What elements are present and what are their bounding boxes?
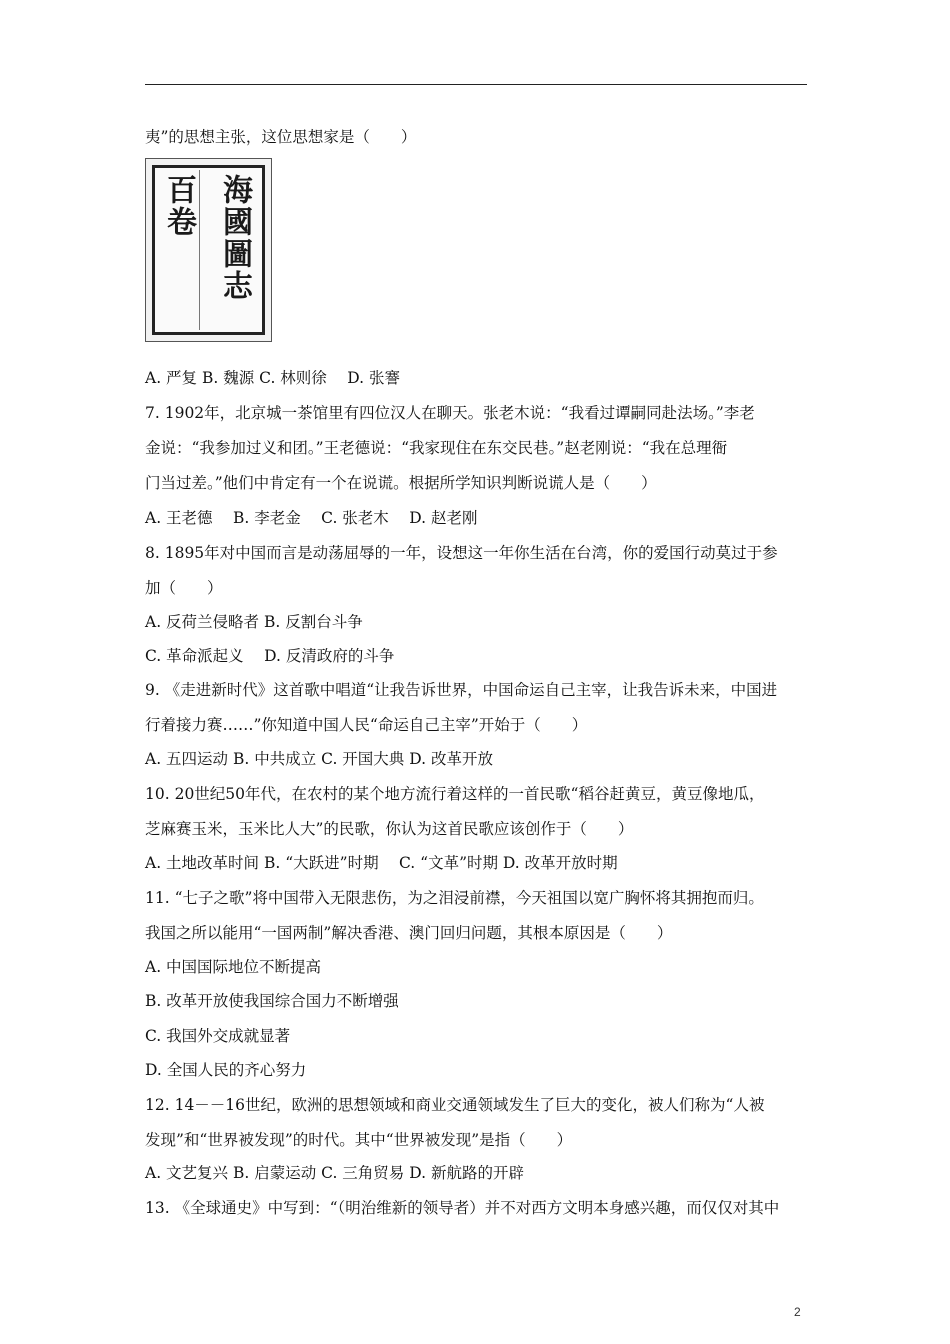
option-line: B. 改革开放使我国综合国力不断增强 xyxy=(145,992,399,1010)
question-line: 11. “七子之歌”将中国带入无限悲伤，为之泪浸前襟，今天祖国以宽广胸怀将其拥抱而归。 xyxy=(145,889,764,907)
question-line: 发现”和“世界被发现”的时代。其中“世界被发现”是指（ ） xyxy=(145,1131,573,1149)
book-title-seal-image xyxy=(145,158,272,342)
question-line: 8. 1895年对中国而言是动荡屈辱的一年，设想这一年你生活在台湾，你的爱国行动莫过于参 xyxy=(145,544,778,562)
option-line: A. 文艺复兴 B. 启蒙运动 C. 三角贸易 D. 新航路的开辟 xyxy=(145,1164,524,1182)
question-line: 13. 《全球通史》中写到：“（明治维新的领导者）并不对西方文明本身感兴趣，而仅仅对其中 xyxy=(145,1199,780,1217)
seal-volume-column: 百卷 xyxy=(161,174,196,238)
question-line: 9. 《走进新时代》这首歌中唱道“让我告诉世界，中国命运自己主宰，让我告诉未来，中国进 xyxy=(145,681,778,699)
option-line: A. 王老德 B. 李老金 C. 张老木 D. 赵老刚 xyxy=(145,509,478,527)
question-line: 12. 14－－16世纪，欧洲的思想领域和商业交通领域发生了巨大的变化，被人们称为“人被 xyxy=(145,1096,765,1114)
option-line: A. 严复 B. 魏源 C. 林则徐 D. 张謇 xyxy=(145,369,400,387)
header-rule xyxy=(145,84,807,85)
option-line: A. 反荷兰侵略者 B. 反割台斗争 xyxy=(145,613,363,631)
question-line: 门当过差。”他们中肯定有一个在说谎。根据所学知识判断说谎人是（ ） xyxy=(145,474,657,492)
option-line: C. 革命派起义 D. 反清政府的斗争 xyxy=(145,647,395,665)
question-line: 芝麻赛玉米，玉米比人大”的民歌，你认为这首民歌应该创作于（ ） xyxy=(145,820,634,838)
seal-frame xyxy=(152,165,265,335)
seal-divider xyxy=(199,170,200,330)
option-line: D. 全国人民的齐心努力 xyxy=(145,1061,307,1079)
option-line: A. 中国国际地位不断提高 xyxy=(145,958,322,976)
text-line: 夷”的思想主张，这位思想家是（ ） xyxy=(145,128,417,146)
question-line: 我国之所以能用“一国两制”解决香港、澳门回归问题，其根本原因是（ ） xyxy=(145,924,673,942)
question-line: 10. 20世纪50年代，在农村的某个地方流行着这样的一首民歌“稻谷赶黄豆，黄豆像地瓜， xyxy=(145,785,765,803)
option-line: A. 土地改革时间 B. “大跃进”时期 C. “文革”时期 D. 改革开放时期 xyxy=(145,854,618,872)
option-line: A. 五四运动 B. 中共成立 C. 开国大典 D. 改革开放 xyxy=(145,750,493,768)
question-line: 行着接力赛……”你知道中国人民“命运自己主宰”开始于（ ） xyxy=(145,716,588,734)
page-number: 2 xyxy=(794,1305,801,1319)
question-line: 加（ ） xyxy=(145,579,223,597)
option-line: C. 我国外交成就显著 xyxy=(145,1027,291,1045)
seal-title-column: 海國圖志 xyxy=(217,174,252,302)
question-line: 7. 1902年，北京城一茶馆里有四位汉人在聊天。张老木说：“我看过谭嗣同赴法场。”李老 xyxy=(145,404,755,422)
question-line: 金说：“我参加过义和团。”王老德说：“我家现住在东交民巷。”赵老刚说：“我在总理衙 xyxy=(145,439,728,457)
